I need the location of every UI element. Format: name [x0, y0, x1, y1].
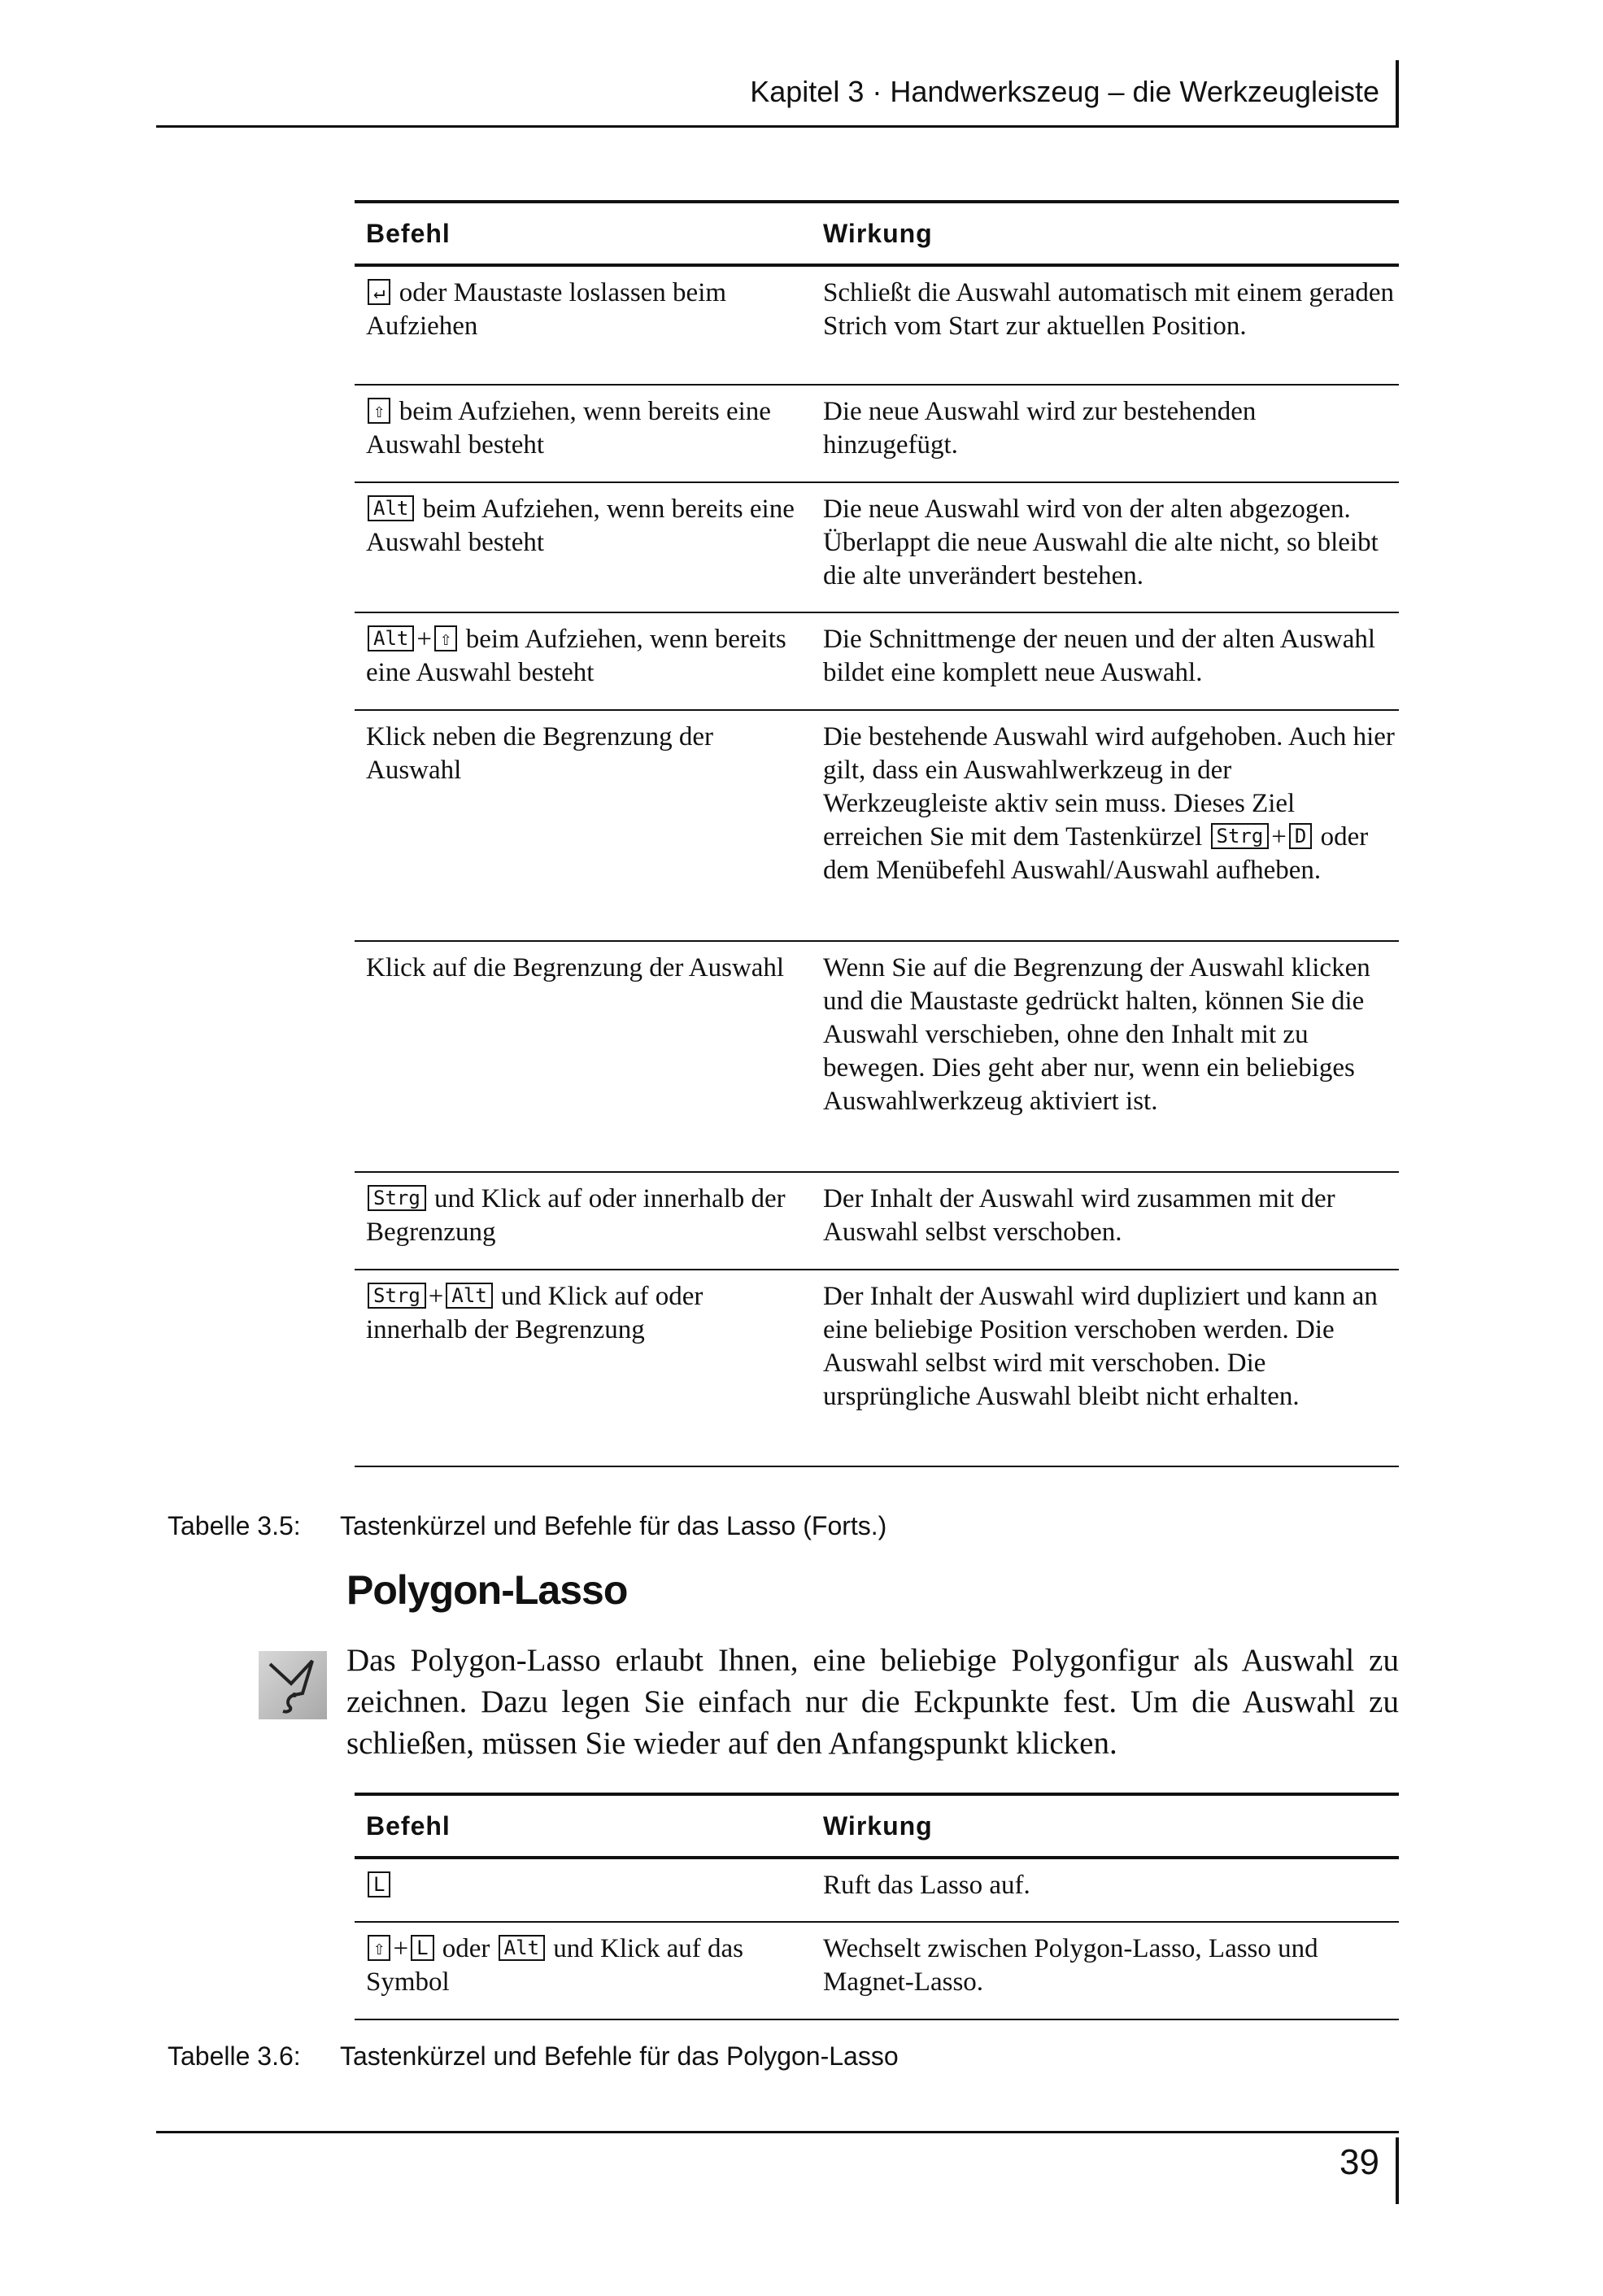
- caption-text: Tastenkürzel und Befehle für das Lasso (Forts.): [340, 1511, 887, 1540]
- table-row: [355, 1923, 1399, 2019]
- key-shift: ⇧: [434, 625, 457, 651]
- table-row: [355, 613, 1399, 709]
- wirkung-cell: Ruft das Lasso auf.: [823, 1871, 1030, 1900]
- table-header: [355, 1796, 1399, 1856]
- column-header-wirkung: Wirkung: [823, 1810, 933, 1841]
- key-plus: +: [428, 1282, 444, 1311]
- key-l: L: [368, 1871, 390, 1897]
- key-l: L: [411, 1935, 433, 1961]
- section-heading: Polygon-Lasso: [346, 1567, 628, 1613]
- wirkung-cell: Die neue Auswahl wird zur bestehenden hinzugefügt.: [823, 397, 1257, 460]
- footer-vertical-bar: [1396, 2137, 1399, 2204]
- wirkung-cell: Die neue Auswahl wird von der alten abgezogen. Überlappt die neue Auswahl die alte nicht, so bleibt die alte unverändert bestehen.: [823, 494, 1379, 590]
- befehl-cell: [355, 493, 823, 612]
- table-row: [355, 1173, 1399, 1269]
- table-row: [355, 711, 1399, 940]
- befehl-text: oder Maustaste loslassen beim Aufziehen: [366, 278, 727, 341]
- key-shift: ⇧: [368, 398, 390, 424]
- wirkung-cell: Der Inhalt der Auswahl wird dupliziert und kann an eine beliebige Position verschoben werden. Die Auswahl selbst wird mit verschoben. Die ursprüngliche Auswahl bleibt nicht erhalten.: [823, 1282, 1378, 1411]
- table-row: [355, 386, 1399, 481]
- row-rule: [355, 1466, 1399, 1467]
- key-enter: ↵: [368, 279, 390, 305]
- key-strg: Strg: [1211, 823, 1270, 849]
- key-strg: Strg: [368, 1283, 426, 1309]
- befehl-cell: [355, 1932, 823, 2019]
- befehl-text: oder: [442, 1934, 490, 1963]
- wirkung-cell: Die Schnittmenge der neuen und der alten Auswahl bildet eine komplett neue Auswahl.: [823, 625, 1376, 687]
- key-strg: Strg: [368, 1185, 426, 1211]
- befehl-text: und Klick auf oder innerhalb der Begrenzung: [366, 1184, 786, 1247]
- key-plus: +: [416, 625, 432, 654]
- befehl-text: beim Aufziehen, wenn bereits eine Auswahl besteht: [366, 625, 786, 687]
- befehl-cell: [355, 1280, 823, 1466]
- befehl-cell: Klick neben die Begrenzung der Auswahl: [366, 722, 714, 785]
- wirkung-text: Die bestehende Auswahl wird aufgehoben. Auch hier gilt, dass ein Auswahlwerkzeug in der Werkzeugleiste aktiv sein muss. Dieses Ziel erreichen Sie mit dem Tastenkürzel: [823, 722, 1395, 852]
- table-row: [355, 1859, 1399, 1921]
- befehl-text: beim Aufziehen, wenn bereits eine Auswahl besteht: [366, 494, 795, 557]
- key-alt: Alt: [368, 625, 414, 651]
- chapter-title: Kapitel 3 · Handwerkszeug – die Werkzeugleiste: [750, 75, 1379, 108]
- body-paragraph: Das Polygon-Lasso erlaubt Ihnen, eine beliebige Polygonfigur als Auswahl zu zeichnen. Dazu legen Sie einfach nur die Eckpunkte fest. Um die Auswahl zu schließen, müssen Sie wieder auf den Anfangspunkt klicken.: [346, 1643, 1399, 1761]
- key-d: D: [1289, 823, 1312, 849]
- caption-label: Tabelle 3.6:: [168, 2041, 301, 2071]
- befehl-cell: Klick auf die Begrenzung der Auswahl: [366, 953, 785, 982]
- polygon-lasso-icon: [259, 1651, 327, 1719]
- header-rule: [156, 125, 1399, 128]
- key-alt: Alt: [446, 1283, 492, 1309]
- column-header-wirkung: Wirkung: [823, 218, 933, 248]
- table-row: [355, 483, 1399, 612]
- wirkung-cell: Wechselt zwischen Polygon-Lasso, Lasso und Magnet-Lasso.: [823, 1934, 1318, 1997]
- table-3-6: [355, 1793, 1399, 2020]
- table-header: [355, 203, 1399, 264]
- running-header: [156, 57, 1399, 129]
- row-rule: [355, 2019, 1399, 2020]
- footer-rule: [156, 2131, 1399, 2133]
- key-plus: +: [393, 1934, 409, 1963]
- wirkung-cell: Der Inhalt der Auswahl wird zusammen mit der Auswahl selbst verschoben.: [823, 1184, 1335, 1247]
- header-vertical-bar: [1396, 60, 1399, 125]
- table-row: [355, 1270, 1399, 1466]
- page-number: 39: [1339, 2142, 1379, 2182]
- wirkung-text: oder dem Menübefehl Auswahl/Auswahl aufheben.: [823, 822, 1369, 885]
- table-row: [355, 942, 1399, 1171]
- key-alt: Alt: [368, 495, 414, 521]
- column-header-befehl: Befehl: [366, 218, 451, 248]
- page-footer: [156, 2131, 1399, 2212]
- befehl-text: und Klick auf das Symbol: [366, 1934, 743, 1997]
- befehl-cell: [355, 1183, 823, 1269]
- column-header-befehl: Befehl: [366, 1810, 451, 1841]
- table-row: [355, 267, 1399, 384]
- wirkung-cell: [823, 721, 1399, 940]
- table-3-5: [355, 200, 1399, 1467]
- wirkung-cell: Schließt die Auswahl automatisch mit einem geraden Strich vom Start zur aktuellen Position.: [823, 278, 1394, 341]
- key-shift: ⇧: [368, 1935, 390, 1961]
- key-alt: Alt: [499, 1935, 545, 1961]
- befehl-cell: [355, 623, 823, 709]
- caption-label: Tabelle 3.5:: [168, 1511, 301, 1540]
- befehl-cell: [355, 277, 823, 384]
- befehl-text: beim Aufziehen, wenn bereits eine Auswahl besteht: [366, 397, 771, 460]
- wirkung-cell: Wenn Sie auf die Begrenzung der Auswahl klicken und die Maustaste gedrückt halten, können Sie die Auswahl verschieben, ohne den Inhalt mit zu bewegen. Dies geht aber nur, wenn ein beliebiges Auswahlwerkzeug aktiviert ist.: [823, 953, 1370, 1116]
- key-plus: +: [1271, 822, 1287, 852]
- befehl-cell: [355, 395, 823, 481]
- caption-text: Tastenkürzel und Befehle für das Polygon-Lasso: [340, 2041, 899, 2071]
- befehl-text: und Klick auf oder innerhalb der Begrenzung: [366, 1282, 703, 1344]
- table-caption-3-6: [168, 2041, 899, 2072]
- befehl-cell: [355, 1869, 823, 1921]
- table-caption-3-5: [168, 1511, 886, 1541]
